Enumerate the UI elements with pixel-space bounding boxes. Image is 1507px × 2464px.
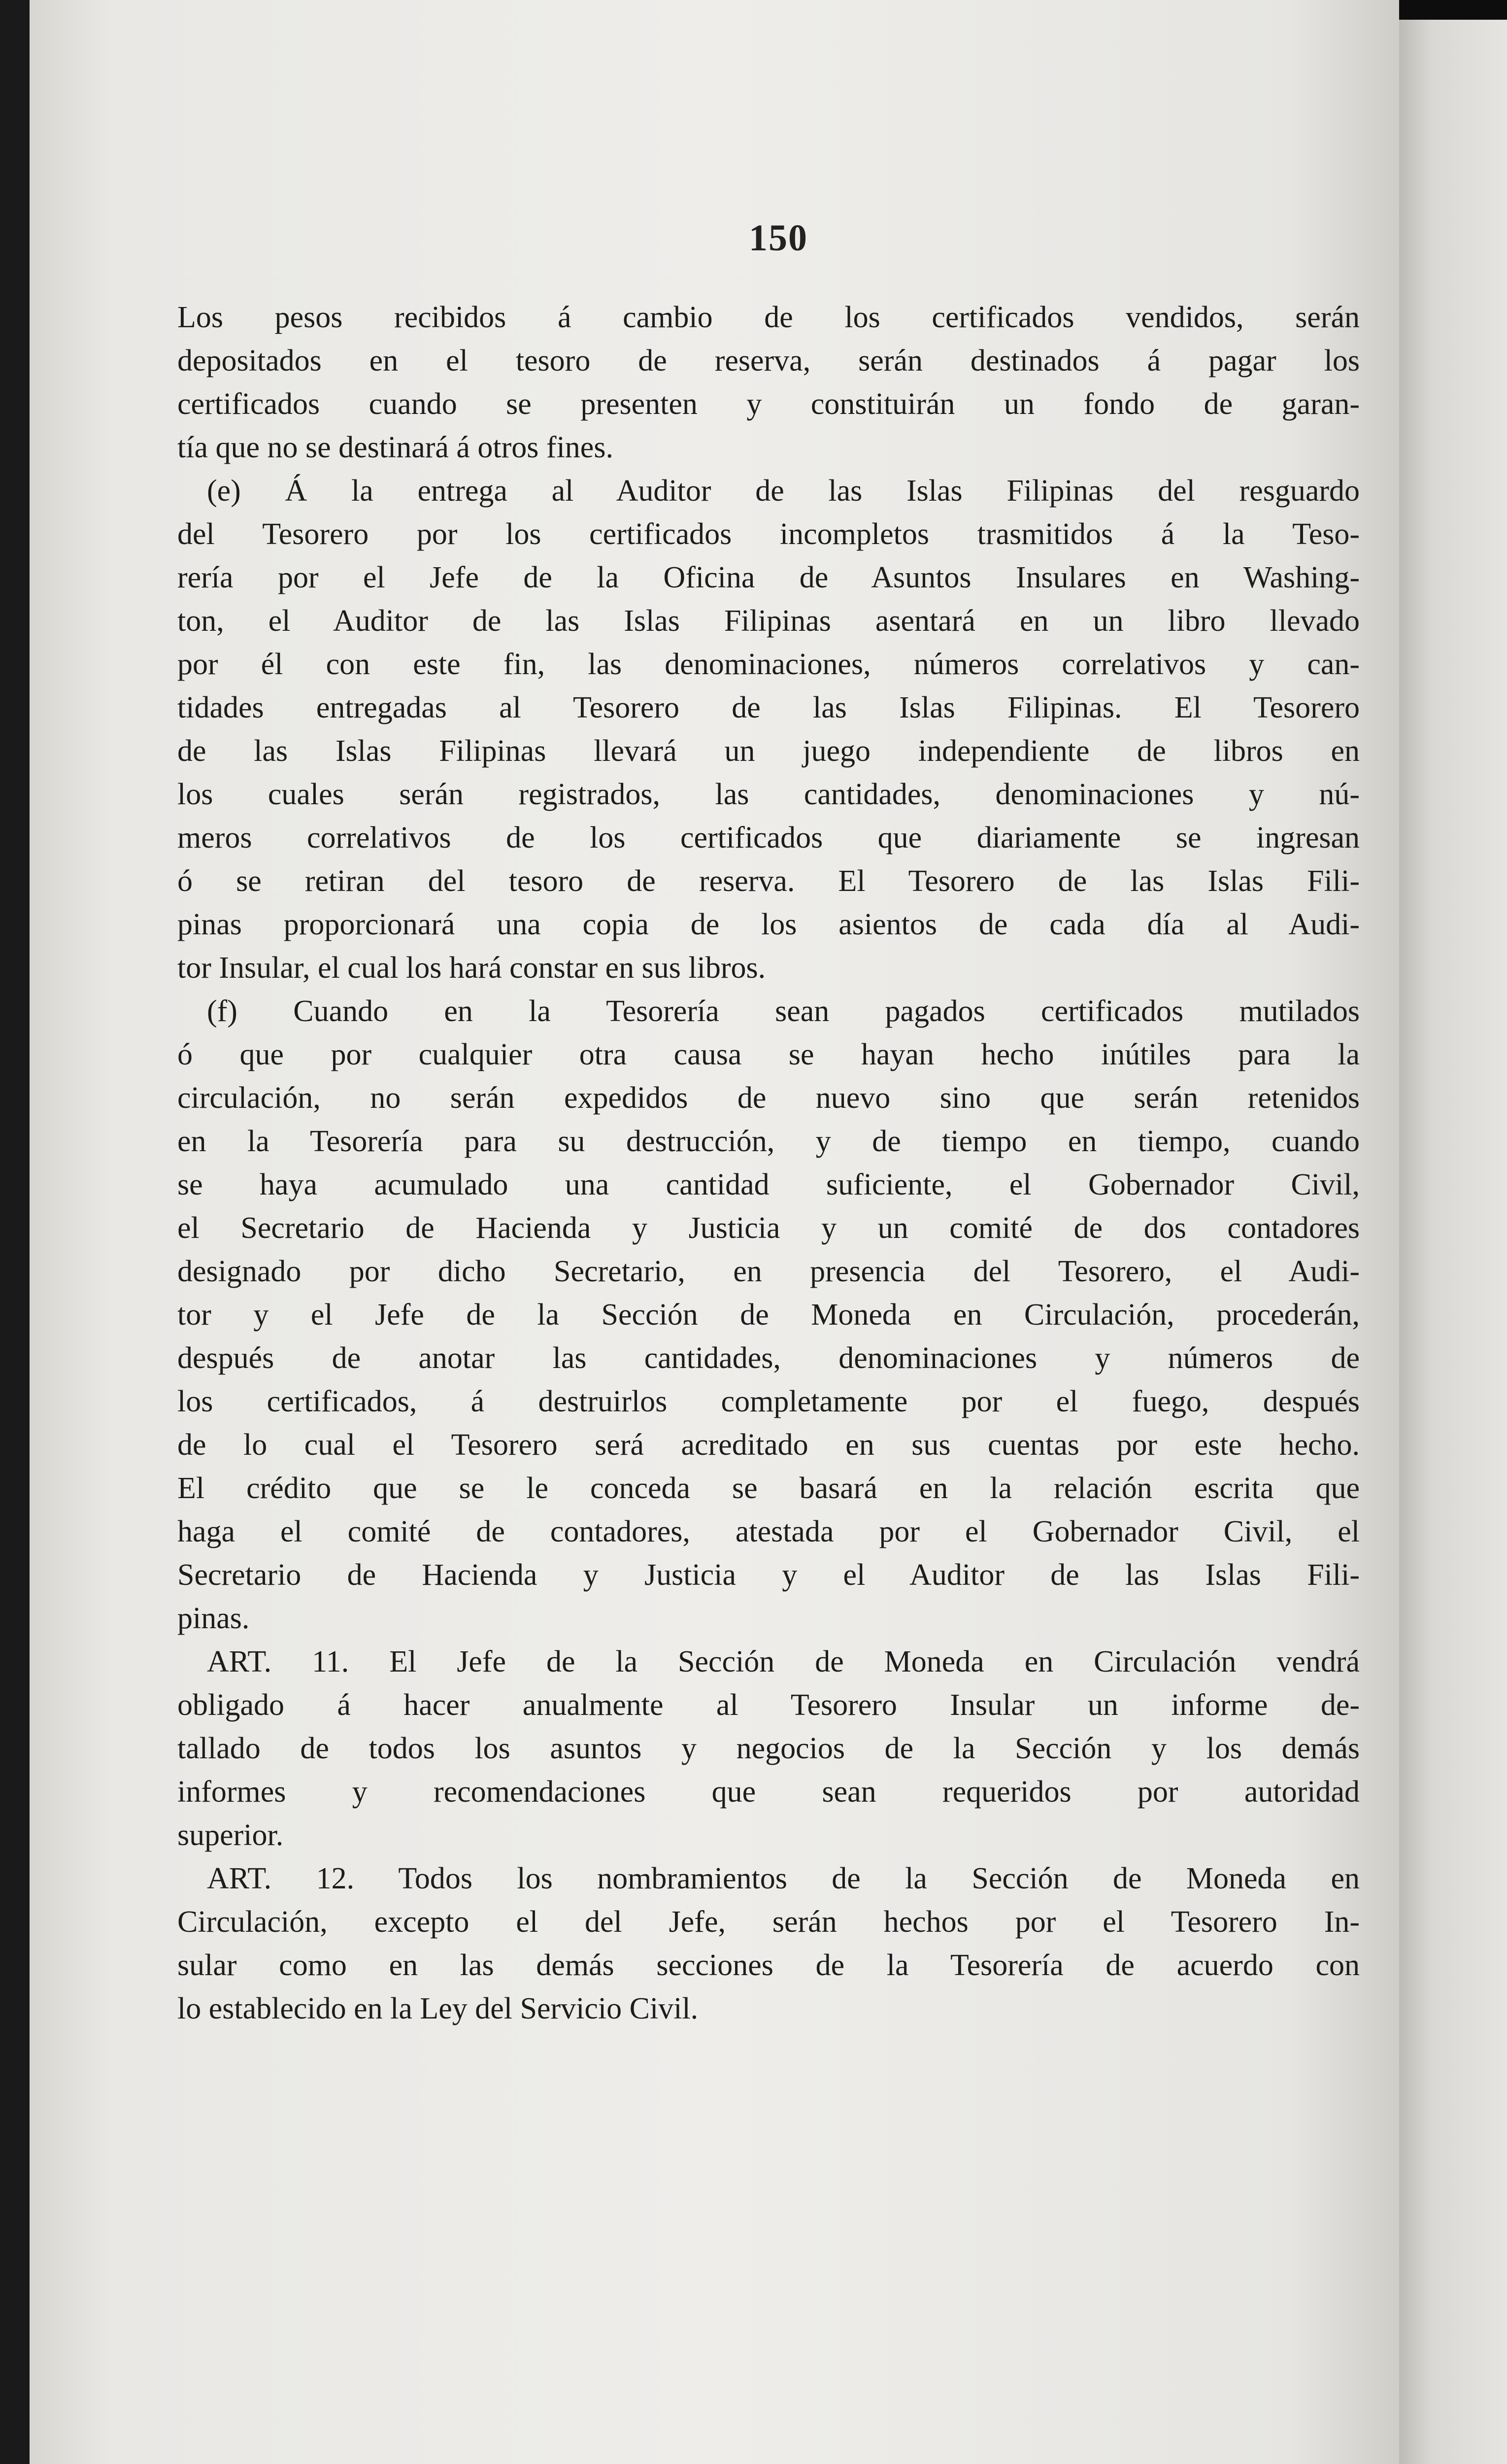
text-line: ton, el Auditor de las Islas Filipinas asentará en un libro llevado: [177, 604, 1360, 638]
text-line: designado por dicho Secretario, en presencia del Tesorero, el Audi-: [177, 1255, 1360, 1288]
page-number: 150: [749, 217, 808, 259]
text-line: haga el comité de contadores, atestada por el Gobernador Civil, el: [177, 1515, 1360, 1548]
text-line: los certificados, á destruirlos completamente por el fuego, después: [177, 1385, 1360, 1418]
text-line: informes y recomendaciones que sean requeridos por autoridad: [177, 1775, 1360, 1809]
text-line: lo establecido en la Ley del Servicio Civil.: [177, 1992, 699, 2025]
page-edge: [1399, 20, 1507, 2464]
text-line: tor y el Jefe de la Sección de Moneda en Circulación, procederán,: [177, 1298, 1360, 1332]
text-line: del Tesorero por los certificados incompletos trasmitidos á la Teso-: [177, 517, 1360, 551]
text-line: tor Insular, el cual los hará constar en sus libros.: [177, 951, 766, 985]
text-line: por él con este fin, las denominaciones, números correlativos y can-: [177, 648, 1360, 681]
text-line: tidades entregadas al Tesorero de las Islas Filipinas. El Tesorero: [177, 691, 1360, 724]
text-line: certificados cuando se presenten y constituirán un fondo de garan-: [177, 387, 1360, 421]
text-line: Secretario de Hacienda y Justicia y el Auditor de las Islas Fili-: [177, 1558, 1360, 1592]
text-line: el Secretario de Hacienda y Justicia y un comité de dos contadores: [177, 1211, 1360, 1245]
text-line: se haya acumulado una cantidad suficiente, el Gobernador Civil,: [177, 1168, 1360, 1201]
book-page: [30, 0, 1399, 2464]
text-line: sular como en las demás secciones de la Tesorería de acuerdo con: [177, 1949, 1360, 1982]
text-line: los cuales serán registrados, las cantidades, denominaciones y nú-: [177, 778, 1360, 811]
text-line: (f) Cuando en la Tesorería sean pagados certificados mutilados: [207, 994, 1360, 1028]
text-line: obligado á hacer anualmente al Tesorero Insular un informe de-: [177, 1688, 1360, 1722]
text-line: ó que por cualquier otra causa se hayan hecho inútiles para la: [177, 1038, 1360, 1071]
text-line: circulación, no serán expedidos de nuevo sino que serán retenidos: [177, 1081, 1360, 1115]
text-line: (e) Á la entrega al Auditor de las Islas Filipinas del resguardo: [207, 474, 1360, 508]
text-line: Los pesos recibidos á cambio de los certificados vendidos, serán: [177, 301, 1360, 334]
text-line: El crédito que se le conceda se basará en la relación escrita que: [177, 1472, 1360, 1505]
text-line: ó se retiran del tesoro de reserva. El Tesorero de las Islas Fili-: [177, 864, 1360, 898]
text-line: pinas proporcionará una copia de los asientos de cada día al Audi-: [177, 908, 1360, 941]
text-line: pinas.: [177, 1602, 250, 1635]
text-line: de lo cual el Tesorero será acreditado en sus cuentas por este hecho.: [177, 1428, 1360, 1462]
text-line: tallado de todos los asuntos y negocios de la Sección y los demás: [177, 1732, 1360, 1765]
text-line: Circulación, excepto el del Jefe, serán hechos por el Tesorero In-: [177, 1905, 1360, 1939]
text-line: depositados en el tesoro de reserva, serán destinados á pagar los: [177, 344, 1360, 377]
text-line: superior.: [177, 1818, 284, 1852]
text-line: de las Islas Filipinas llevará un juego independiente de libros en: [177, 734, 1360, 768]
body-text: [177, 296, 1399, 2030]
text-line: ART. 12. Todos los nombramientos de la Sección de Moneda en: [207, 1862, 1360, 1895]
text-line: en la Tesorería para su destrucción, y de tiempo en tiempo, cuando: [177, 1125, 1360, 1158]
text-line: meros correlativos de los certificados que diariamente se ingresan: [177, 821, 1360, 855]
text-line: después de anotar las cantidades, denominaciones y números de: [177, 1341, 1360, 1375]
text-line: rería por el Jefe de la Oficina de Asuntos Insulares en Washing-: [177, 561, 1360, 594]
text-line: tía que no se destinará á otros fines.: [177, 431, 613, 464]
text-line: ART. 11. El Jefe de la Sección de Moneda en Circulación vendrá: [207, 1645, 1360, 1678]
